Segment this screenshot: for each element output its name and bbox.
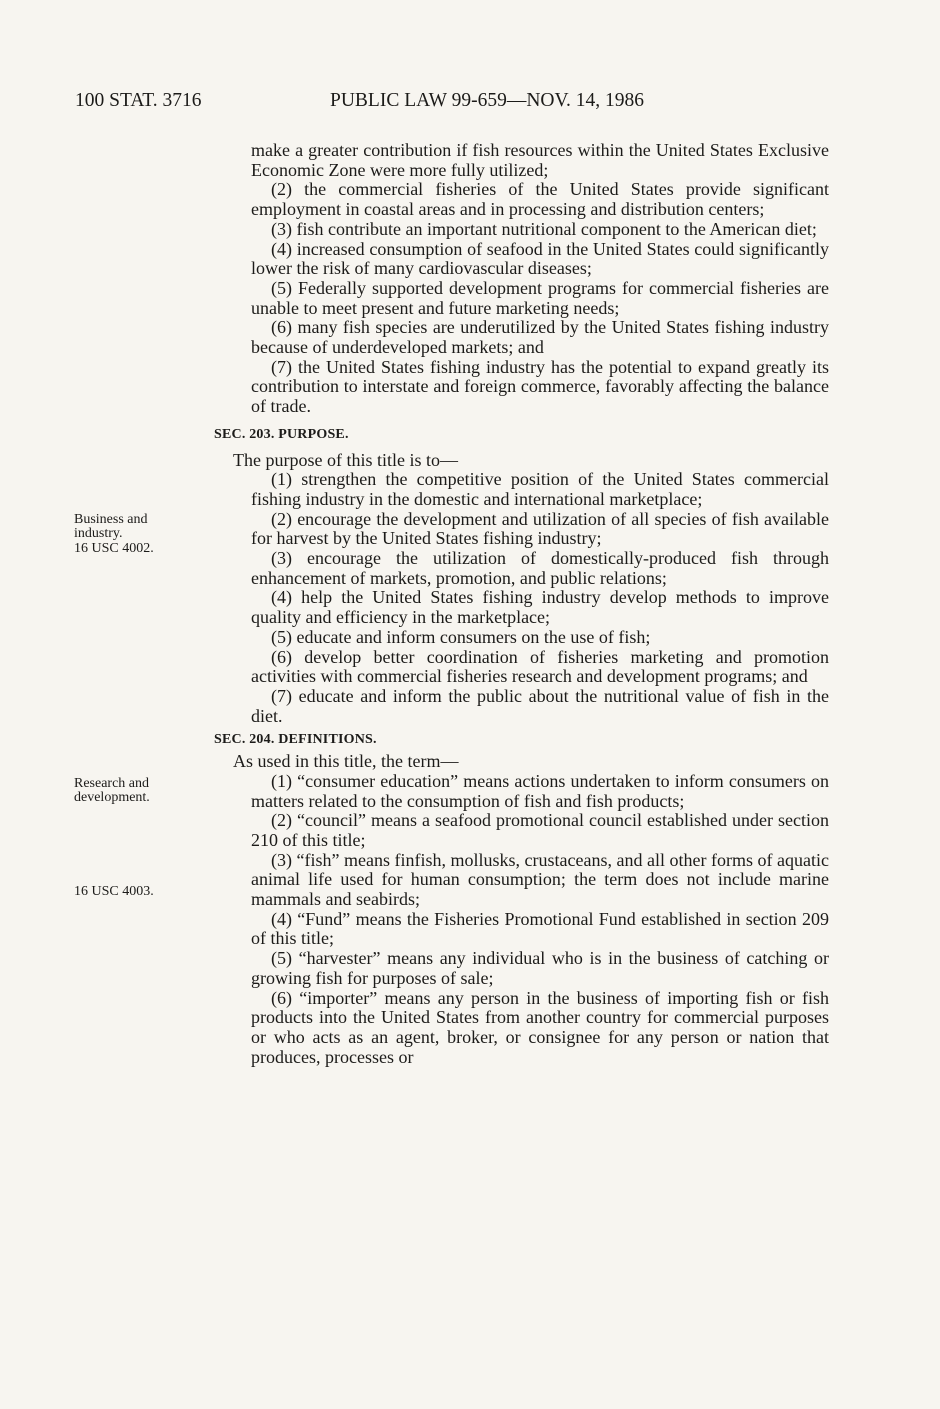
purpose-item: (4) help the United States fishing industry develop methods to improve quality and efficiency in the marketplace;: [251, 587, 829, 628]
purpose-item: (1) strengthen the competitive position of the United States commercial fishing industry in the domestic and international marketplace;: [251, 469, 829, 509]
finding-item: (7) the United States fishing industry has the potential to expand greatly its contribution to interstate and foreign commerce, favorably affecting the balance of trade.: [251, 356, 829, 417]
finding-item: (4) increased consumption of seafood in the United States could significantly lower the risk of many cardiovascular diseases;: [251, 238, 829, 279]
findings-continuation: make a greater contribution if fish resources within the United States Exclusive Economic Zone were more fully utilized;: [251, 140, 829, 180]
purpose-item: (6) develop better coordination of fisheries marketing and promotion activities with commercial fisheries research and development programs; and: [251, 646, 829, 687]
finding-item: (3) fish contribute an important nutritional component to the American diet;: [271, 218, 817, 239]
finding-item: (2) the commercial fisheries of the United States provide significant employment in coastal areas and in processing and distribution centers;: [251, 179, 829, 220]
margin-note-definitions-usc: 16 USC 4003.: [74, 884, 154, 899]
purpose-item: (2) encourage the development and utilization of all species of fish available for harvest by the United States fishing industry;: [251, 508, 829, 549]
definition-item: (1) “consumer education” means actions undertaken to inform consumers on matters related to the consumption of fish and fish products;: [251, 770, 829, 811]
purpose-intro: The purpose of this title is to—: [233, 449, 458, 470]
section-heading-definitions: SEC. 204. DEFINITIONS.: [214, 732, 377, 748]
finding-item: (5) Federally supported development programs for commercial fisheries are unable to meet present and future marketing needs;: [251, 277, 829, 318]
definition-item: (5) “harvester” means any individual who is in the business of catching or growing fish for purposes of sale;: [251, 948, 829, 988]
public-law-title: PUBLIC LAW 99-659—NOV. 14, 1986: [330, 90, 645, 111]
purpose-item: (3) encourage the utilization of domestically-produced fish through enhancement of markets, promotion, and public relations;: [251, 548, 829, 588]
definition-item: (4) “Fund” means the Fisheries Promotional Fund established in section 209 of this title;: [251, 908, 829, 949]
statute-body: [214, 140, 829, 1067]
definitions-intro: As used in this title, the term—: [233, 751, 459, 772]
definition-item: (6) “importer” means any person in the business of importing fish or fish products into the United States from another country for commercial purposes or who acts as an agent, broker, or consignee for any person or nation that produces, processes or: [251, 987, 829, 1067]
purpose-item: (7) educate and inform the public about the nutritional value of fish in the diet.: [251, 685, 829, 726]
definition-item: (2) “council” means a seafood promotional council established under section 210 of this title;: [251, 810, 829, 850]
section-heading-purpose: SEC. 203. PURPOSE.: [214, 426, 349, 442]
page-header: [75, 90, 835, 118]
statute-page-number: 100 STAT. 3716: [75, 90, 202, 111]
definition-item: (3) “fish” means finfish, mollusks, crustaceans, and all other forms of aquatic animal life used for human consumption; the term does not include marine mammals and seabirds;: [251, 849, 829, 910]
margin-note-business: Business and industry.: [74, 512, 148, 541]
finding-item: (6) many fish species are underutilized by the United States fishing industry because of underdeveloped markets; and: [251, 317, 829, 358]
margin-note-business-usc: 16 USC 4002.: [74, 541, 154, 556]
margin-note-research: Research and development.: [74, 776, 150, 805]
purpose-item: (5) educate and inform consumers on the use of fish;: [271, 626, 651, 647]
